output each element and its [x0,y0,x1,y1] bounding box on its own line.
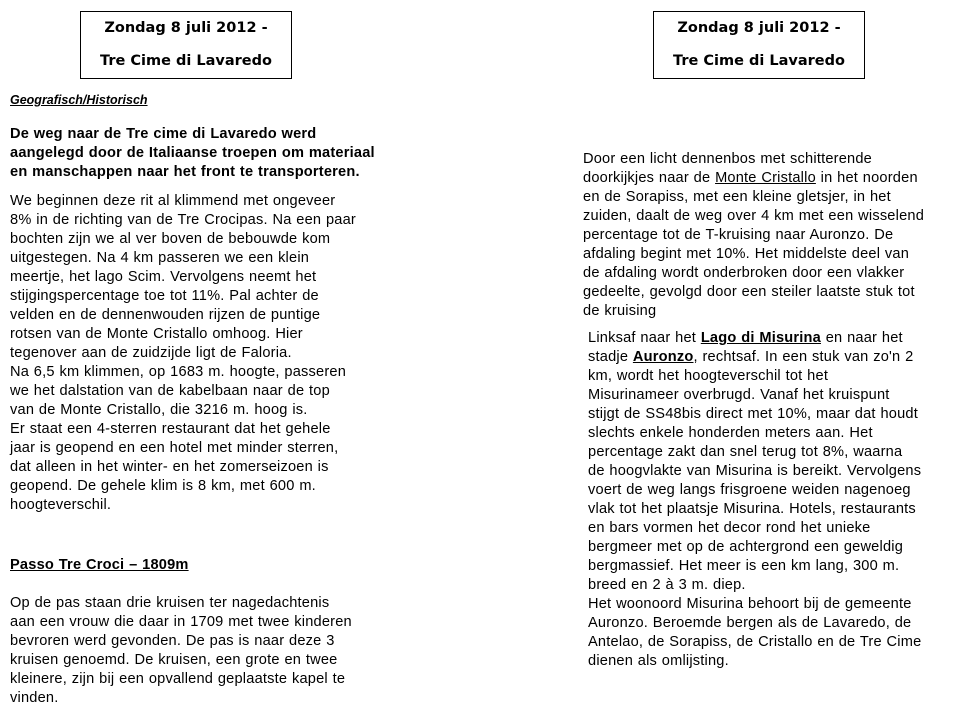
left-intro-paragraph: De weg naar de Tre cime di Lavaredo werd aangelegd door de Italiaanse troepen om materiaal en manschappen naar het front te transporteren. [10,126,375,180]
right-paragraph-2 [588,329,921,671]
left-section-heading: Geografisch/Historisch [10,93,148,107]
passo-title: Passo Tre Croci – 1809m [10,557,189,573]
right-p1-text-a: Door een licht dennenbos met schitterende doorkijkjes naar de [583,151,872,186]
left-title-place: Tre Cime di Lavaredo [100,53,272,69]
right-paragraph-1 [583,150,924,321]
right-p2-text-c: , rechtsaf. In een stuk van zo'n 2 km, wordt het hoogteverschil tot het Misurinameer overbrugd. Vanaf het kruispunt stijgt de SS48bis direct met 10%, maar dat houdt slechts enkele honderden meters aan. Het percentage zakt dan snel terug tot 8%, waarna de hoogvlakte van Misurina is bereikt. Vervolgens voert de weg langs frisgroene weiden nagenoeg vlak tot het plaatsje Misurina. Hotels, restaurants en bars vormen het decor rond het unieke bergmeer met op de achtergrond een geweldig bergmassief. Het meer is een km lang, 300 m. breed en 2 à 3 m. diep. Het woonoord Misurina behoort bij de gemeente Auronzo. Beroemde bergen als de Lavaredo, de Antelao, de Sorapiss, de Cristallo en de Tre Cime dienen als omlijsting. [588,349,922,669]
right-p1-text-b: in het noorden en de Sorapiss, met een kleine gletsjer, in het zuiden, daalt de weg over 4 km met een wisselend percentage tot de T-kruising naar Auronzo. De afdaling begint met 10%. Het middelste deel van de afdaling wordt onderbroken door een vlakker gedeelte, gevolgd door een steiler laatste stuk tot de kruising [583,170,925,319]
right-title-date: Zondag 8 juli 2012 - [677,20,841,36]
right-p2-text-a: Linksaf naar het [588,330,701,346]
lago-di-misurina-link[interactable]: Lago di Misurina [700,330,821,346]
left-body-paragraph: We beginnen deze rit al klimmend met ongeveer 8% in de richting van de Tre Crocipas. Na een paar bochten zijn we al ver boven de bebouwde kom uitgestegen. Na 4 km passeren we een klein meertje, het lago Scim. Vervolgens neemt het stijgingspercentage toe tot 11%. Pal achter de velden en de dennenwouden rijzen de puntige rotsen van de Monte Cristallo omhoog. Hier tegenover aan de zuidzijde ligt de Faloria. Na 6,5 km klimmen, op 1683 m. hoogte, passeren we het dalstation van de kabelbaan naar de top van de Monte Cristallo, die 3216 m. hoog is. Er staat een 4-sterren restaurant dat het gehele jaar is geopend en een hotel met minder sterren, dat alleen in het winter- en het zomerseizoen is geopend. De gehele klim is 8 km, met 600 m. hoogteverschil. [10,193,356,513]
monte-cristallo-link[interactable]: Monte Cristallo [715,170,816,186]
auronzo-link[interactable]: Auronzo [632,349,694,365]
right-title-place: Tre Cime di Lavaredo [673,53,845,69]
left-title-box [80,11,292,79]
passo-section [10,537,352,708]
passo-body: Op de pas staan drie kruisen ter nagedachtenis aan een vrouw die daar in 1709 met twee kinderen bevroren werd gevonden. De pas is naar deze 3 kruisen genoemd. De kruisen, een grote en twee kleinere, zijn bij een opvallend geplaatste kapel te vinden. [10,595,352,706]
right-p2-text-b: en naar het stadje [588,330,903,365]
left-title-date: Zondag 8 juli 2012 - [104,20,268,36]
right-title-box [653,11,865,79]
